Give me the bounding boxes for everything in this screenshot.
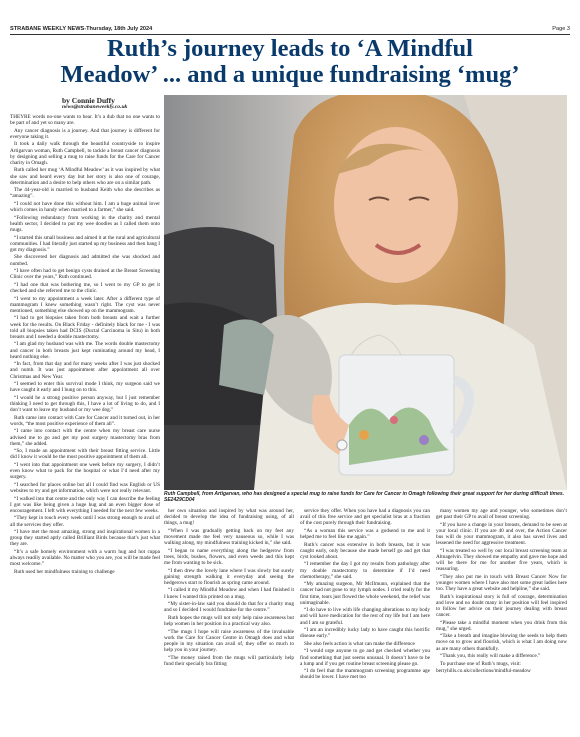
col3-paragraph: “I would urge anyone to go and get checked whether you find something that just seems unusual. It doesn’t have to be a lump and if you get routine breast screening please go. <box>300 648 430 667</box>
col2-paragraph: “When I was gradually getting back on my feet any movement made me feel very nauseous so, while I was walking along, my mindfulness training kicked in,” she said. <box>164 527 294 547</box>
paper-date: STRABANE WEEKLY NEWS-Thursday, 18th July 2024 <box>10 26 153 32</box>
col1-paragraph: “I walked into that centre and the only way I can describe the feeling I got was like being given a huge hug and an even bigger dose of encouragement. I left with everything I needed for the next few weeks. <box>10 495 160 514</box>
column-2 <box>164 508 294 732</box>
col1-paragraph: “I went into that appointment one week before my surgery, I didn’t even know what to pack for the hospital or what I’d need after my surgery. <box>10 461 160 481</box>
col1-paragraph: “I seemed to enter this survival mode I think, my surgeon said we have caught it early and I hung on to this. <box>10 381 160 394</box>
col2-paragraph: “My sister-in-law said you should do that for a charity mug and so I decided I would fundraise for the centre.” <box>164 601 294 614</box>
col2-paragraph: “The money raised from the mugs will particularly help fund their specially bra fitting <box>164 654 294 667</box>
headline-line2: Meadow’ ... and a unique fundraising ‘mug’ <box>60 61 520 88</box>
col3-paragraph: “I am an incredibly lucky lady to have caught this horrific disease early.” <box>300 627 430 640</box>
col1-paragraph: She discovered her diagnosis and admitted she was shocked and numbed. <box>10 254 160 267</box>
page-number: Page 3 <box>552 26 570 32</box>
col1-paragraph: “I went to my appointment a week later. After a different type of mammogram I knew something wasn’t right. The cyst was never mentioned, something else showed up on the mammogram. <box>10 295 160 314</box>
col4-paragraph: Ruth’s inspirational story is full of courage, determination and love and no doubt many in her position will feel inspired to follow her advice on their journey dealing with breast cancer. <box>436 593 567 619</box>
col4-paragraph: To purchase one of Ruth’s mugs, visit: <box>440 660 521 667</box>
col1-paragraph: “So, I made an appointment with their breast fitting service. Little did I know it would be the most positive appointment of them all. <box>10 448 160 461</box>
col1-paragraph: “In fact, from that day and for many weeks after I was just shocked and numb. It was just appointment after appointment all over Christmas and New Year. <box>10 361 160 380</box>
col1-paragraph: “It’s a safe homely environment with a warm hug and hot cuppa always readily available. No matter who you are, you will be made feel most welcome.” <box>10 548 160 568</box>
col1-paragraph: “They kept in touch every week until I was strong enough to avail of all the services they offer. <box>10 515 160 528</box>
col3-paragraph: “I remember the day I got my results from pathology after my double mastectomy to determine if I’d need chemotherapy,” she said. <box>300 561 430 580</box>
col1-paragraph: “I had one that was bothering me, so I went to my GP to get it checked and she referred me to the clinic. <box>10 281 160 294</box>
col2-paragraph: “The mugs I hope will raise awareness of the invaluable work the Care for Cancer Centre in Omagh does and what people in my situation can avail of, they offer so much to help you in your journey. <box>164 628 294 654</box>
col1-paragraph: Ruth used her mindfulness training to challenge <box>14 568 115 575</box>
col3-paragraph: “My amazing surgeon, Mr McIlmunn, explained that the cancer had not gone to my lymph nodes. I cried really for the first time, tears just flowed the whole weekend, the relief was unimaginable. <box>300 581 430 606</box>
page-header <box>10 25 570 35</box>
byline: by Connie Duffy <box>62 96 115 105</box>
col1-paragraph: THEYRE words no-one wants to hear. It’s a dub that no one wants to be part of and yet so many are. <box>10 114 160 127</box>
col2-paragraph: Ruth hopes the mugs will not only help raise awareness but help women in her position in a practical way also. <box>164 614 294 627</box>
col1-paragraph: “I could not have done this without him. I am a huge animal lover which comes in handy when married to a farmer,” she said. <box>10 200 160 214</box>
column-4 <box>436 508 567 732</box>
col1-paragraph: The 44-year-old is married to husband Keith who she describes as “amazing”. <box>10 187 160 200</box>
col4-paragraph: berryhills.co.uk/collections/mindful-meadow <box>436 668 531 675</box>
col1-paragraph: “I searched for places online but all I could find was English or US websites to try and get information, which were not really relevant. <box>10 481 160 494</box>
col3-paragraph: “I do have to live with life changing alterations to my body and will have medication for the rest of my life but I am here and I am so grateful. <box>300 607 430 626</box>
col2-paragraph: her own situation and inspired by what was around her, decided to develop the idea of fundraising using, of all things, a mug! <box>164 508 294 527</box>
col1-paragraph: Ruth came into contact with Care for Cancer and it turned out, in her words, “the most positive experience of them all”. <box>10 414 160 427</box>
col1-paragraph: “I am glad my husband was with me. The words double mastectomy and cancer in both breasts just kept ruminating around my head, I heard nothing else. <box>10 341 160 360</box>
col1-paragraph: “I came into contact with the centre when my breast care nurse advised me to go and get my post surgery mastectomy bras from them,” she added. <box>10 428 160 447</box>
photo-caption: Ruth Campbell, from Artigarvan, who has designed a special mug to raise funds for Care for Cancer in Omagh following their great support for her during difficult times. SE2429CD04 <box>164 491 565 503</box>
col4-paragraph: “If you have a change in your breasts, demand to be seen at your local clinic. If you are 40 and over, the Action Cancer bus will do your mammogram, it also has saved lives and lessened the need for aggressive treatment. <box>436 521 567 547</box>
col4-paragraph: “Take a breath and imagine blowing the seeds to help them move on to grow and flourish, which is what I am doing now as are many others thankfully. <box>436 633 567 652</box>
article-photo <box>164 95 567 490</box>
col4-paragraph: many women my age and younger, who sometimes don’t get past their GP to avail of breast screening. <box>436 508 567 521</box>
col1-paragraph: “I have met the most amazing, strong and inspirational women in a group they started aptly called Brilliant Birds because that’s just what they are. <box>10 529 160 548</box>
col1-paragraph: “I would be a strong positive person anyway, but I just remember thinking I need to get through this, I have a lot of living to do, and I don’t want to leave my husband or my wee dog.” <box>10 394 160 414</box>
col1-paragraph: Ruth called her mug ‘A Mindful Meadow’ as it was inspired by what she saw and heard every day but her story is also one of courage, determination and a desire to help others who are on a similar path. <box>10 167 160 186</box>
col1-paragraph: “Following redundancy from working in the charity and mental health sector, I decided to put my wee doodles as I called them onto mugs. <box>10 214 160 233</box>
col1-paragraph: “I have often had to get benign cysts drained at the Breast Screening Clinic over the years,” Ruth continued. <box>10 268 160 281</box>
col1-paragraph: “I had to get biopsies taken from both breasts and wait a further week for the results. On Black Friday - definitely black for me - I was told all biopsies taken had DCIS (Ductal Carcinoma in Situ) in both breasts and I needed a double mastectomy. <box>10 315 160 340</box>
column-3 <box>300 508 430 732</box>
col2-paragraph: “I began to name everything along the hedgerow from trees, birds, bushes, flowers, and even weeds and this kept me from wanting to be sick. <box>164 547 294 567</box>
col3-paragraph: service they offer. When you have had a diagnosis you can avail of this free service and get specialist bras at a fraction of the cost purely through their fundraising. <box>300 508 430 527</box>
col4-paragraph: “Please take a mindful moment when you drink from this mug,” she urged. <box>436 619 567 632</box>
col3-paragraph: “As a woman this service was a godsend to me and it helped me to feel like me again.” <box>300 527 430 541</box>
byline-email: news@strabaneweekly.co.uk <box>62 104 128 110</box>
col4-paragraph: “They also put me in touch with Breast Cancer Now for younger women where I have also met some great ladies here too. They have a great website and helpline,” she said. <box>436 573 567 593</box>
col3-paragraph: She also feels action is what can make the difference <box>304 640 415 647</box>
column-1 <box>10 114 160 732</box>
col2-paragraph: “I called it my Mindful Meadow and when I had finished it I knew I wanted this printed on a mug. <box>164 587 294 600</box>
headline-line1: Ruth’s journey leads to ‘A Mindful <box>107 35 473 62</box>
woman-with-mug-image <box>164 95 567 490</box>
col2-paragraph: “I then drew the lovely lane where I was slowly but surely gaining strength walking it everyday and seeing the hedgerows start to flourish as spring came around. <box>164 567 294 586</box>
col1-paragraph: It took a daily walk through the beautiful countryside to inspire Artigarvan woman, Ruth Campbell, to tackle a breast cancer diagnosis by designing and selling a mug to raise funds for the Care for Cancer charity in Omagh. <box>10 141 160 166</box>
col3-paragraph: “I do feel that the mammogram screening programme age should be lower. I have met too <box>300 668 430 681</box>
col4-paragraph: “I was treated so well by our local breast screening team at Altnagelvin. They showed me empathy and gave me hope and will be there for me for another five years, which is reassuring. <box>436 547 567 573</box>
col4-paragraph: “Thank you, this really will make a difference.” <box>440 653 541 660</box>
col1-paragraph: Any cancer diagnosis is a journey. And that journey is different for everyone taking it. <box>10 127 160 140</box>
col3-paragraph: Ruth’s cancer was extensive in both breasts, but it was caught early, only because she made herself go and get that cyst looked about. <box>300 541 430 560</box>
col1-paragraph: “I started this small business and aimed it at the rural and agricultural communities. I had literally just started up my business and then bang I got my diagnosis.” <box>10 234 160 253</box>
headline <box>10 36 570 88</box>
